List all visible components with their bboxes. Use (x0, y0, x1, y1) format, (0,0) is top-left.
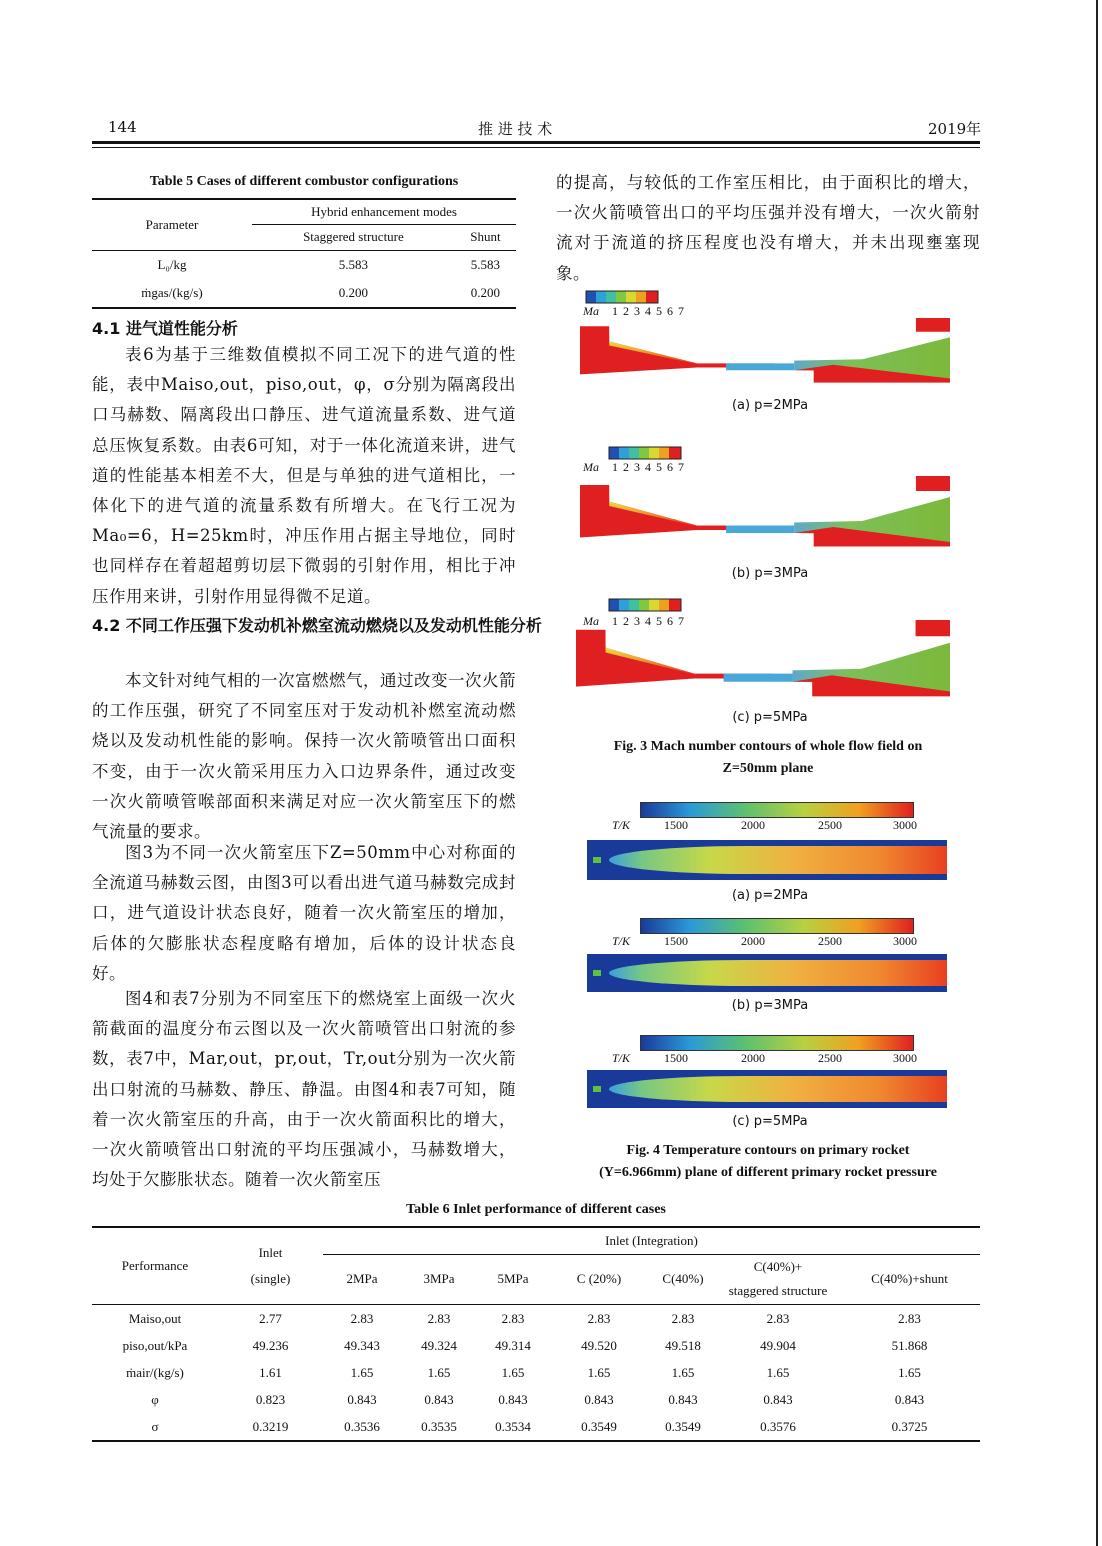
journal-title: 推 进 技 术 (478, 120, 553, 138)
t5-row-label: L₀/kg (157, 257, 187, 272)
table6-title: Table 6 Inlet performance of different cases (406, 1202, 666, 1217)
fig4c-legend-label: T/K (612, 1051, 631, 1065)
table5 (92, 198, 516, 309)
fig3c-colorbar (606, 598, 684, 612)
t6-cell: 2.77 (259, 1310, 282, 1326)
t5-cell: 5.583 (470, 257, 501, 272)
fig4b-tick-1500: 1500 (664, 934, 688, 948)
paragraph-4-2c: 图4和表7分别为不同室压下的燃烧室上面级一次火箭截面的温度分布云图以及一次火箭喷管出口射流的参数，表7中，Mar,out，pr,out，Tr,out分别为一次火箭出口射流的马赫数、静压、静温。由图4和表7可知，随着一次火箭室压的升高，由于一次火箭面积比的增大，一次火箭喷管出口射流的平均压强减小，马赫数增大，均处于欠膨胀状态。随着一次火箭室压 (92, 989, 516, 1190)
t5-cell: 0.200 (338, 285, 369, 300)
section-4-1: 4.1 进气道性能分析 (92, 319, 238, 338)
fig3c-contour (576, 620, 950, 698)
fig4-title (556, 1140, 980, 1184)
fig3b-legend-label: Ma (583, 460, 599, 474)
header-rule (92, 141, 980, 144)
t6-cell: 0.843 (347, 1391, 377, 1407)
fig4c-colorbar (640, 1035, 914, 1051)
fig4a-caption: (a) p=2MPa (731, 888, 809, 903)
fig4c-tick-1500: 1500 (664, 1051, 688, 1065)
t5-row-label: ṁgas/(kg/s) (141, 285, 203, 300)
paragraph-right-top: 的提高，与较低的工作室压相比，由于面积比的增大，一次火箭喷管出口的平均压强并没有增大，一次火箭射流对于流道的挤压程度也没有增大，并未出现壅塞现象。 (556, 173, 980, 283)
fig3-title (556, 736, 980, 780)
fig4b-legend-label: T/K (612, 934, 631, 948)
paragraph-4-2b: 图3为不同一次火箭室压下Z=50mm中心对称面的全流道马赫数云图，由图3可以看出进气道马赫数完成封口，进气道设计状态良好，随着一次火箭室压的增加，后体的欠膨胀状态程度略有增加，后体的设计状态良好。 (92, 843, 516, 983)
t6-cell: 49.314 (495, 1337, 531, 1353)
fig3c-legend-ticks: 1 2 3 4 5 6 7 (612, 614, 685, 628)
t6-cell: 1.65 (501, 1364, 525, 1380)
t6-cell: 51.868 (891, 1337, 928, 1353)
page-edge (1096, 0, 1098, 1546)
fig4-title-line2: (Y=6.966mm) plane of different primary rocket pressure (599, 1165, 937, 1180)
t6-cell: 0.843 (498, 1391, 528, 1407)
fig4b-tick-3000: 3000 (893, 934, 917, 948)
t6-h-col (717, 1254, 839, 1304)
t6-h-inlet-line1: Inlet (258, 1244, 283, 1260)
fig4b-tick-2500: 2500 (818, 934, 842, 948)
t6-cell: 0.3536 (344, 1418, 380, 1434)
fig4-title-line1: Fig. 4 Temperature contours on primary rocket (626, 1143, 910, 1158)
fig3a-colorbar (583, 290, 661, 304)
t6-cell: 1.65 (350, 1364, 374, 1380)
fig4c-caption: (c) p=5MPa (732, 1114, 808, 1129)
fig4a-tick-2000: 2000 (741, 818, 765, 832)
t6-h-col: C(40%) (662, 1271, 704, 1286)
table5-title: Table 5 Cases of different combustor configurations (149, 174, 459, 189)
t6-cell: 0.843 (424, 1391, 454, 1407)
t6-row-label: ṁair/(kg/s) (126, 1364, 184, 1380)
t6-cell: 2.83 (350, 1310, 374, 1326)
t6-cell: 49.518 (665, 1337, 701, 1353)
fig3-title-line1: Fig. 3 Mach number contours of whole flow field on (613, 739, 923, 754)
t5-cell: 0.200 (470, 285, 501, 300)
fig4b-caption: (b) p=3MPa (731, 998, 809, 1013)
fig4a-legend-label: T/K (612, 818, 631, 832)
t5-h-b: Shunt (470, 229, 501, 244)
t6-cell: 0.3549 (581, 1418, 617, 1434)
fig4b-colorbar (640, 918, 914, 934)
t6-cell: 0.843 (763, 1391, 793, 1407)
section-4-2: 4.2 不同工作压强下发动机补燃室流动燃烧以及发动机性能分析 (92, 616, 542, 635)
page-number: 144 (108, 118, 137, 136)
t6-cell: 0.3549 (665, 1418, 701, 1434)
fig4a-colorbar (640, 802, 914, 818)
t6-cell: 0.843 (668, 1391, 698, 1407)
t5-cell: 5.583 (338, 257, 369, 272)
fig3c-legend-label: Ma (583, 614, 599, 628)
t6-row-label: piso,out/kPa (122, 1337, 188, 1353)
fig3a-legend-label: Ma (583, 304, 599, 318)
fig4c-tick-2500: 2500 (818, 1051, 842, 1065)
t5-h-a: Staggered structure (303, 229, 404, 244)
t6-cell: 0.843 (584, 1391, 614, 1407)
fig4c-contour (587, 1070, 947, 1108)
fig3a-caption: (a) p=2MPa (731, 398, 809, 413)
t6-h-inlet (218, 1228, 323, 1304)
t6-cell: 1.65 (427, 1364, 451, 1380)
table6 (92, 1226, 980, 1442)
t5-h-group: Hybrid enhancement modes (252, 200, 516, 224)
t6-cell: 2.83 (898, 1310, 921, 1326)
fig4c-tick-3000: 3000 (893, 1051, 917, 1065)
fig3a-contour (580, 318, 950, 384)
t6-cell: 1.61 (259, 1364, 282, 1380)
fig4c-tick-2000: 2000 (741, 1051, 765, 1065)
fig4a-contour (587, 840, 947, 880)
fig4b-tick-2000: 2000 (741, 934, 765, 948)
t6-cell: 0.3535 (421, 1418, 457, 1434)
t6-cell: 49.904 (760, 1337, 796, 1353)
t5-h-parameter: Parameter (145, 216, 199, 232)
t6-row-label: φ (151, 1391, 159, 1407)
t6-h-col6-line1: C(40%)+ (753, 1259, 803, 1274)
t6-h-inlet-line2: (single) (250, 1270, 291, 1286)
fig4b-contour (587, 954, 947, 992)
t6-h-col: 2MPa (346, 1271, 378, 1286)
t6-row-label: σ (151, 1418, 159, 1434)
t6-cell: 0.3725 (891, 1418, 928, 1434)
t6-cell: 2.83 (587, 1310, 611, 1326)
fig3b-caption: (b) p=3MPa (731, 566, 809, 581)
paragraph-4-1: 表6为基于三维数值模拟不同工况下的进气道的性能，表中Maiso,out，piso,out，φ，σ分别为隔离段出口马赫数、隔离段出口静压、进气道流量系数、进气道总压恢复系数。由表6可知，对于一体化流道来讲，进气道的性能基本相差不大，但是与单独的进气道相比，一体化下的进气道的流量系数有所增大。在飞行工况为Ma₀=6，H=25km时，冲压作用占据主导地位，同时也同样存在着超超剪切层下微弱的引射作用，相比于冲压作用来讲，引射作用显得微不足道。 (92, 345, 516, 606)
t6-cell: 1.65 (671, 1364, 695, 1380)
t6-row-label: Maiso,out (128, 1310, 182, 1326)
t6-h-col: C (20%) (576, 1271, 622, 1286)
t6-cell: 0.843 (894, 1391, 925, 1407)
t6-h-performance: Performance (121, 1257, 189, 1273)
fig3b-contour (580, 476, 950, 548)
paragraph-4-2a: 本文针对纯气相的一次富燃燃气，通过改变一次火箭的工作压强，研究了不同室压对于发动机补燃室流动燃烧以及发动机性能的影响。保持一次火箭喷管出口面积不变，由于一次火箭采用压力入口边界条件，通过改变一次火箭喷管喉部面积来满足对应一次火箭室压下的燃气流量的要求。 (92, 671, 516, 842)
fig4a-tick-1500: 1500 (664, 818, 688, 832)
fig4a-tick-3000: 3000 (893, 818, 917, 832)
t6-cell: 1.65 (766, 1364, 790, 1380)
t6-cell: 0.3576 (760, 1418, 796, 1434)
t6-cell: 49.520 (581, 1337, 617, 1353)
fig4a-tick-2500: 2500 (818, 818, 842, 832)
t6-cell: 49.236 (252, 1337, 289, 1353)
t6-cell: 49.324 (421, 1337, 457, 1353)
t6-h-col6-line2: staggered structure (728, 1283, 828, 1298)
t6-cell: 0.3219 (252, 1418, 289, 1434)
t6-cell: 2.83 (501, 1310, 525, 1326)
fig3-title-line2: Z=50mm plane (722, 761, 814, 776)
fig3c-caption: (c) p=5MPa (732, 710, 808, 725)
t6-cell: 2.83 (766, 1310, 790, 1326)
t6-cell: 0.3534 (495, 1418, 531, 1434)
t6-h-col: C(40%)+shunt (871, 1271, 948, 1286)
t6-cell: 49.343 (344, 1337, 380, 1353)
fig3a-legend-ticks: 1 2 3 4 5 6 7 (612, 304, 685, 318)
t6-cell: 0.823 (255, 1391, 286, 1407)
t6-h-integration: Inlet (Integration) (323, 1228, 980, 1254)
t6-h-col: 3MPa (423, 1271, 455, 1286)
t6-h-col: 5MPa (497, 1271, 529, 1286)
t6-cell: 2.83 (427, 1310, 451, 1326)
t6-cell: 2.83 (671, 1310, 695, 1326)
header-rule-2 (92, 147, 980, 148)
t6-cell: 1.65 (898, 1364, 921, 1380)
fig3b-colorbar (606, 446, 684, 460)
year: 2019年 (928, 120, 982, 138)
fig3b-legend-ticks: 1 2 3 4 5 6 7 (612, 460, 685, 474)
t6-cell: 1.65 (587, 1364, 611, 1380)
